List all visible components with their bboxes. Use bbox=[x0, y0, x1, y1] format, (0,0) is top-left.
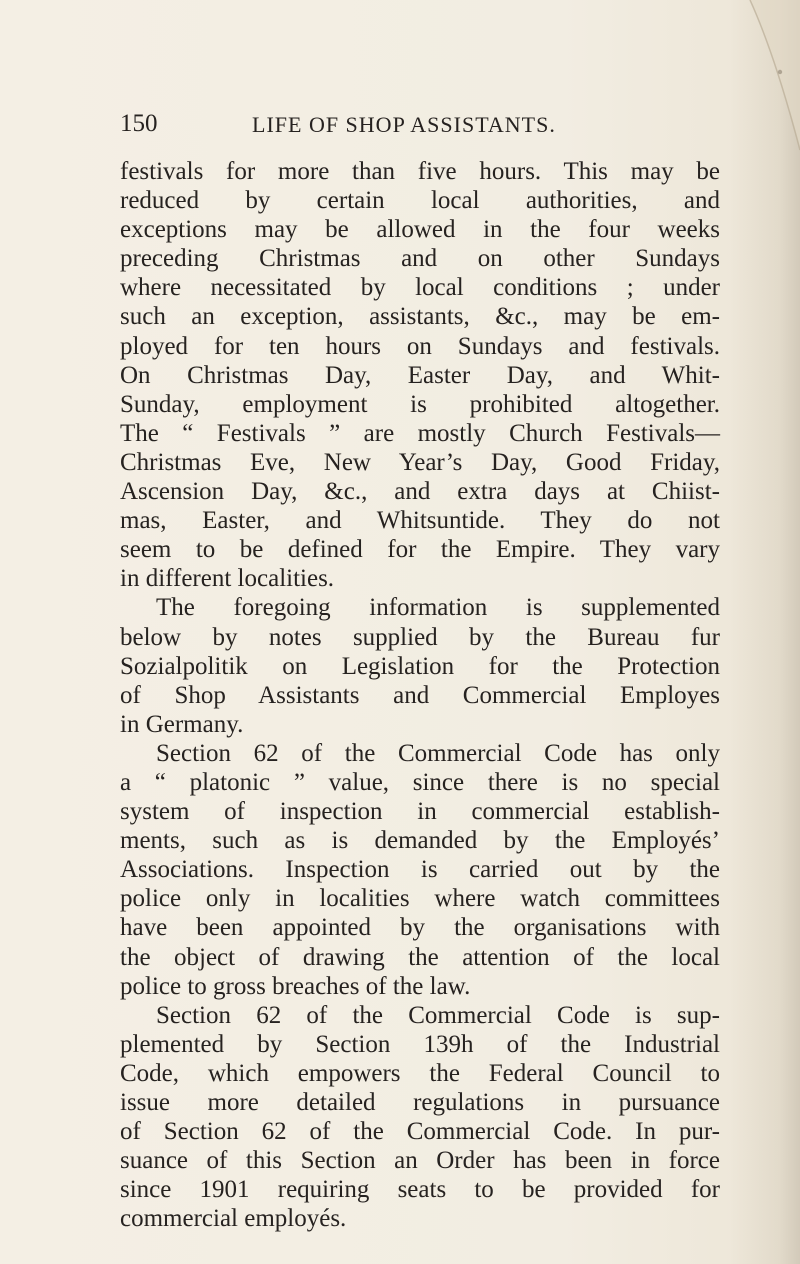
text-line: a “ platonic ” value, since there is no special bbox=[120, 768, 720, 796]
text-line: since 1901 requiring seats to be provided for bbox=[120, 1176, 720, 1204]
text-line: have been appointed by the organisations with bbox=[120, 914, 720, 942]
text-line: ployed for ten hours on Sundays and festivals. bbox=[120, 332, 720, 360]
text-line: preceding Christmas and on other Sundays bbox=[120, 245, 720, 273]
text-line: The foregoing information is supplemented bbox=[156, 594, 720, 622]
page-number: 150 bbox=[120, 110, 158, 137]
text-line: commercial employés. bbox=[120, 1205, 347, 1233]
text-line: plemented by Section 139h of the Industrial bbox=[120, 1030, 720, 1058]
text-line: Christmas Eve, New Year’s Day, Good Friday, bbox=[120, 448, 720, 476]
page-edge-shadow bbox=[730, 0, 800, 1264]
text-line: Section 62 of the Commercial Code is sup- bbox=[156, 1001, 720, 1029]
text-line: ments, such as is demanded by the Employés’ bbox=[120, 827, 720, 855]
text-line: Sunday, employment is prohibited altogether. bbox=[120, 390, 720, 418]
text-line: in different localities. bbox=[120, 565, 335, 593]
page-header bbox=[120, 107, 720, 141]
text-line: where necessitated by local conditions ; under bbox=[120, 274, 720, 302]
text-line: the object of drawing the attention of the local bbox=[120, 943, 720, 971]
text-line: exceptions may be allowed in the four weeks bbox=[120, 216, 720, 244]
text-line: in Germany. bbox=[120, 710, 244, 738]
text-line: Sozialpolitik on Legislation for the Protection bbox=[120, 652, 720, 680]
text-line: seem to be defined for the Empire. They vary bbox=[120, 536, 720, 564]
text-line: festivals for more than five hours. This may be bbox=[120, 158, 720, 185]
text-line: Ascension Day, &c., and extra days at Chiist- bbox=[120, 478, 720, 506]
text-line: police only in localities where watch committees bbox=[120, 885, 720, 913]
text-line: such an exception, assistants, &c., may be em- bbox=[120, 303, 720, 331]
text-line: mas, Easter, and Whitsuntide. They do not bbox=[120, 507, 720, 535]
text-line: system of inspection in commercial establish- bbox=[120, 798, 720, 826]
text-line: of Shop Assistants and Commercial Employes bbox=[120, 681, 720, 709]
text-line: Section 62 of the Commercial Code has only bbox=[156, 739, 720, 767]
text-line: The “ Festivals ” are mostly Church Festivals— bbox=[120, 419, 720, 447]
text-line: issue more detailed regulations in pursuance bbox=[120, 1089, 720, 1116]
text-line: reduced by certain local authorities, and bbox=[120, 187, 720, 215]
text-line: of Section 62 of the Commercial Code. In pur- bbox=[120, 1118, 720, 1146]
running-head: LIFE OF SHOP ASSISTANTS. bbox=[252, 112, 556, 137]
text-line: Associations. Inspection is carried out by the bbox=[120, 856, 720, 884]
text-line: police to gross breaches of the law. bbox=[120, 972, 471, 1000]
text-line: On Christmas Day, Easter Day, and Whit- bbox=[120, 361, 720, 389]
text-line: suance of this Section an Order has been in force bbox=[120, 1147, 720, 1175]
text-line: Code, which empowers the Federal Council to bbox=[120, 1059, 720, 1087]
text-line: below by notes supplied by the Bureau fur bbox=[120, 623, 720, 651]
body-text bbox=[120, 157, 720, 1233]
